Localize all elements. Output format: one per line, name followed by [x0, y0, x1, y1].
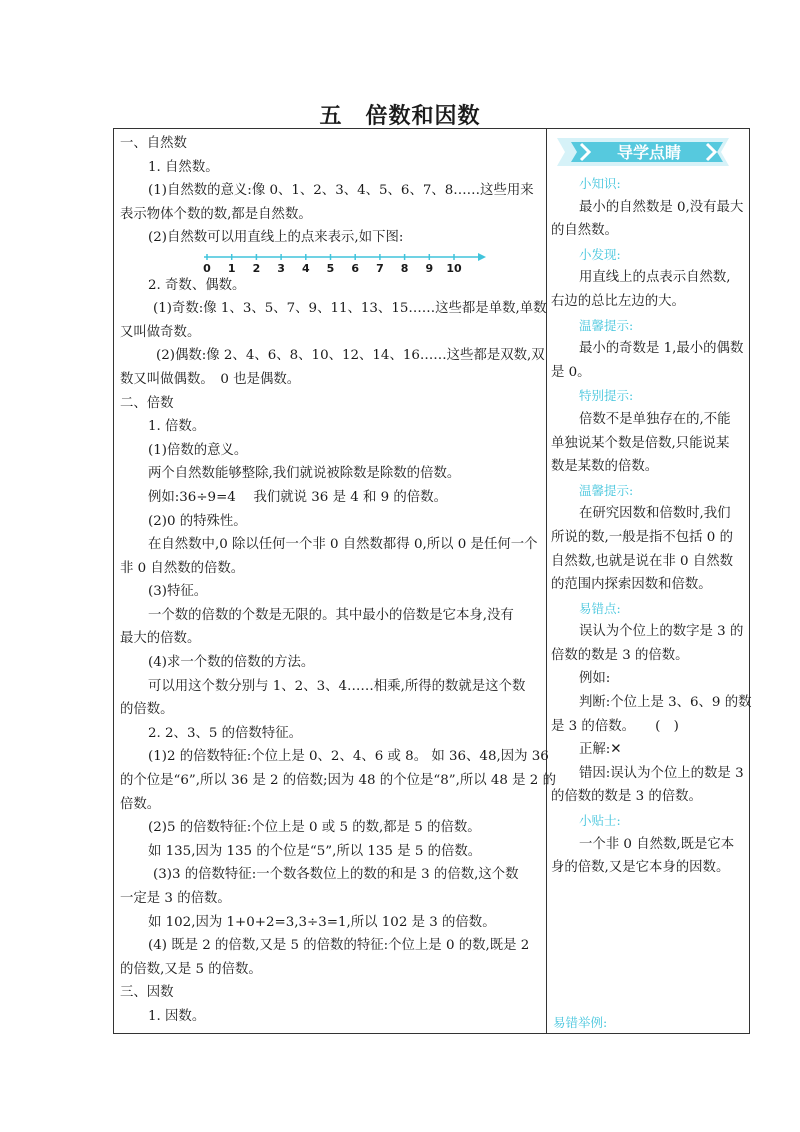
- page-title: 五 倍数和因数: [319, 104, 481, 129]
- text-line: 倍数。: [120, 796, 161, 812]
- tip-text: 最小的自然数是 0,没有最大: [579, 199, 744, 215]
- section-heading: 二、倍数: [120, 395, 174, 411]
- tip-text: 右边的总比左边的大。: [551, 293, 685, 309]
- number-line-arrow: [478, 253, 486, 261]
- number-line-label: 9: [425, 261, 434, 274]
- number-line-label: 2: [252, 261, 261, 274]
- section-heading: 三、因数: [120, 985, 174, 1001]
- text-line: 1. 因数。: [148, 1008, 206, 1024]
- number-line: [120, 250, 540, 274]
- section-heading: 一、自然数: [120, 136, 187, 151]
- text-line: (1)奇数:像 1、3、5、7、9、11、13、15……这些都是单数,单数: [153, 301, 547, 317]
- tip-text: 自然数,也就是说在非 0 自然数: [551, 553, 733, 569]
- tip-text: 例如:: [579, 671, 611, 687]
- error-examples-label: 易错举例:: [553, 1015, 608, 1030]
- column-divider: [546, 128, 547, 1034]
- text-line: 如 135,因为 135 的个位是“5”,所以 135 是 5 的倍数。: [148, 843, 482, 859]
- tip-text: 正解:✕: [579, 742, 622, 758]
- tip-label: 温馨提示:: [579, 317, 634, 333]
- number-line-label: 10: [446, 261, 462, 274]
- tip-text: 一个非 0 自然数,既是它本: [579, 836, 735, 852]
- text-line: (4)求一个数的倍数的方法。: [148, 655, 315, 671]
- number-line-label: 1: [227, 261, 236, 274]
- text-line: 1. 倍数。: [148, 419, 206, 435]
- text-line: 一个数的倍数的个数是无限的。其中最小的倍数是它本身,没有: [148, 607, 514, 623]
- text-line: 2. 奇数、偶数。: [148, 277, 246, 293]
- text-line: 最大的倍数。: [120, 631, 201, 647]
- text-line: 又叫做奇数。: [120, 324, 201, 340]
- text-line: 在自然数中,0 除以任何一个非 0 自然数都得 0,所以 0 是任何一个: [148, 537, 538, 553]
- tip-text: 的范围内探索因数和倍数。: [551, 577, 712, 593]
- tip-text: 单独说某个数是倍数,只能说某: [551, 435, 730, 451]
- text-line: 2. 2、3、5 的倍数特征。: [148, 725, 302, 741]
- number-line-label: 5: [326, 261, 335, 274]
- number-line-label: 8: [400, 261, 409, 274]
- text-line: (2)偶数:像 2、4、6、8、10、12、14、16……这些都是双数,双: [156, 348, 545, 364]
- tip-label: 小发现:: [579, 246, 621, 262]
- tip-text: 最小的奇数是 1,最小的偶数: [579, 341, 744, 357]
- guide-banner-text: 导学点睛: [616, 143, 682, 162]
- text-line: 数又叫做偶数。 0 也是偶数。: [120, 371, 301, 387]
- text-line: 如 102,因为 1+0+2=3,3÷3=1,所以 102 是 3 的倍数。: [148, 914, 496, 930]
- tip-label: 温馨提示:: [579, 482, 634, 498]
- text-line: 的个位是“6”,所以 36 是 2 的倍数;因为 48 的个位是“8”,所以 48 是 2 的: [120, 773, 556, 789]
- tip-label: 特别提示:: [579, 388, 634, 404]
- number-line-label: 6: [351, 261, 360, 274]
- text-line: 可以用这个数分别与 1、2、3、4……相乘,所得的数就是这个数: [148, 678, 526, 694]
- guide-banner: [551, 132, 746, 172]
- number-line-label: 3: [277, 261, 285, 274]
- text-line: (1)2 的倍数特征:个位上是 0、2、4、6 或 8。 如 36、48,因为 36: [148, 749, 549, 765]
- text-line: 一定是 3 的倍数。: [120, 891, 231, 906]
- text-line: 的倍数。: [120, 702, 174, 718]
- text-line: (1)倍数的意义。: [148, 442, 248, 458]
- text-line: 例如:36÷9=4 我们就说 36 是 4 和 9 的倍数。: [148, 489, 447, 505]
- tip-text: 错因:误认为个位上的数是 3: [579, 765, 744, 781]
- text-line: (3)特征。: [148, 584, 208, 600]
- tip-label: 小知识:: [579, 176, 621, 191]
- tip-text: 数是某数的倍数。: [551, 459, 659, 475]
- tip-text: 判断:个位上是 3、6、9 的数: [579, 695, 752, 711]
- tip-label: 小贴士:: [579, 813, 621, 829]
- tip-text: 误认为个位上的数字是 3 的: [579, 624, 744, 640]
- tip-text: 所说的数,一般是指不包括 0 的: [551, 529, 733, 545]
- tip-text: 在研究因数和倍数时,我们: [579, 506, 731, 522]
- text-line: 表示物体个数的数,都是自然数。: [120, 206, 312, 222]
- text-line: (2)5 的倍数特征:个位上是 0 或 5 的数,都是 5 的倍数。: [148, 820, 481, 836]
- text-line: 两个自然数能够整除,我们就说被除数是除数的倍数。: [148, 466, 461, 482]
- tip-label: 易错点:: [579, 600, 621, 616]
- text-line: 非 0 自然数的倍数。: [120, 560, 245, 576]
- tip-text: 的倍数的数是 3 的倍数。: [551, 789, 702, 805]
- main-column: [120, 132, 556, 1029]
- tip-text: 倍数的数是 3 的倍数。: [551, 647, 689, 663]
- number-line-label: 7: [376, 261, 384, 274]
- tip-text: 的自然数。: [551, 223, 618, 239]
- text-line: 的倍数,又是 5 的倍数。: [120, 961, 262, 977]
- tip-text: 是 3 的倍数。 ( ): [551, 718, 679, 734]
- text-line: (4) 既是 2 的倍数,又是 5 的倍数的特征:个位上是 0 的数,既是 2: [148, 938, 530, 954]
- text-line: (2)自然数可以用直线上的点来表示,如下图:: [148, 230, 404, 246]
- tip-text: 用直线上的点表示自然数,: [579, 270, 731, 286]
- text-line: (2)0 的特殊性。: [148, 513, 247, 529]
- tip-text: 身的倍数,又是它本身的因数。: [551, 860, 730, 876]
- tip-text: 是 0。: [551, 364, 591, 380]
- text-line: 1. 自然数。: [148, 159, 219, 175]
- number-line-label: 4: [301, 261, 310, 274]
- text-line: (1)自然数的意义:像 0、1、2、3、4、5、6、7、8……这些用来: [148, 183, 534, 199]
- tip-text: 倍数不是单独存在的,不能: [579, 411, 731, 427]
- number-line-label: 0: [203, 261, 211, 274]
- text-line: (3)3 的倍数特征:一个数各数位上的数的和是 3 的倍数,这个数: [153, 867, 519, 883]
- side-column: [551, 132, 752, 880]
